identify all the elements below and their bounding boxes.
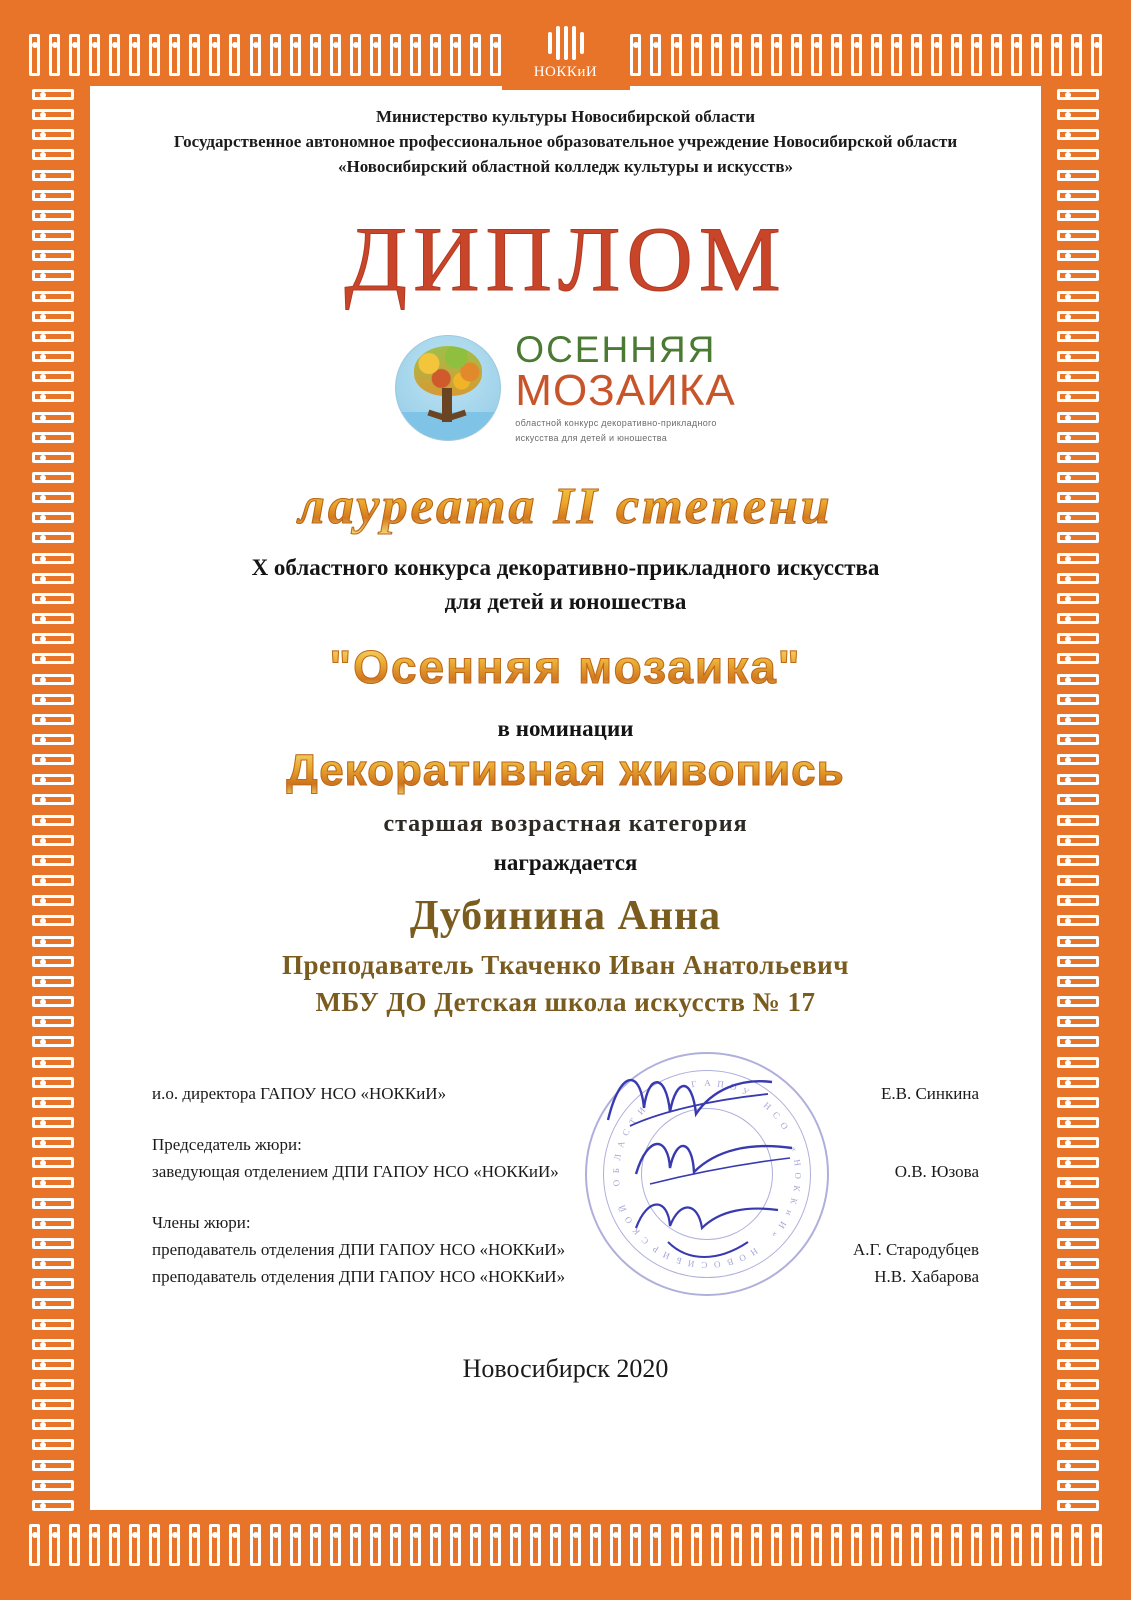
ornament-unit (64, 1522, 84, 1568)
page-title: ДИПЛОМ (344, 208, 787, 310)
ornament-unit (385, 32, 405, 78)
ornament-unit (30, 1455, 76, 1475)
ornament-unit (84, 32, 104, 78)
ornament-unit (44, 32, 64, 78)
ornament-unit (30, 1052, 76, 1072)
ornament-unit (30, 84, 76, 104)
ornament-unit (144, 1522, 164, 1568)
ornament-unit (30, 1253, 76, 1273)
ornament-unit (505, 1522, 525, 1568)
ornament-unit (485, 1522, 505, 1568)
ornament-unit (946, 1522, 966, 1568)
ornament-unit (1055, 527, 1101, 547)
jury-member-1-person: А.Г. Стародубцев (853, 1239, 979, 1259)
stamp-text: Г А П О У Н С О « Н О К К и И » Н О В О С И Б И Р С К О Й О Б Л А С Т И (611, 1077, 804, 1270)
ornament-unit (425, 32, 445, 78)
ornament-unit (30, 1031, 76, 1051)
ornament-unit (405, 1522, 425, 1568)
ornament-unit (686, 32, 706, 78)
ornament-unit (30, 1011, 76, 1031)
ornament-unit (1055, 830, 1101, 850)
diploma-sheet (90, 86, 1041, 1510)
ornament-unit (1026, 1522, 1046, 1568)
ornament-unit (425, 1522, 445, 1568)
ornament-unit (30, 1314, 76, 1334)
ornament-unit (30, 548, 76, 568)
ornament-unit (164, 1522, 184, 1568)
contest-logo (130, 331, 1001, 444)
ornament-unit (30, 890, 76, 910)
ornament-unit (1066, 1522, 1086, 1568)
ornament-unit (1055, 568, 1101, 588)
ornament-unit (30, 971, 76, 991)
border-ornament-right (1049, 84, 1107, 1516)
ornament-unit (30, 124, 76, 144)
ornament-unit (1055, 507, 1101, 527)
tree-icon (395, 335, 501, 441)
ornament-unit (24, 1522, 44, 1568)
ornament-unit (1055, 1193, 1101, 1213)
ornament-unit (30, 729, 76, 749)
ornament-unit (445, 1522, 465, 1568)
ornament-unit (1055, 1233, 1101, 1253)
ornament-unit (30, 527, 76, 547)
ornament-unit (30, 709, 76, 729)
contest-line-1: X областного конкурса декоративно-прикладного искусства (251, 555, 880, 581)
ornament-unit (245, 1522, 265, 1568)
ornament-unit (1055, 165, 1101, 185)
ornament-unit (345, 32, 365, 78)
ornament-unit (1055, 427, 1101, 447)
ornament-unit (525, 1522, 545, 1568)
ornament-unit (1055, 1414, 1101, 1434)
ornament-unit (1046, 1522, 1066, 1568)
nomination-value: Декоративная живопись (130, 746, 1001, 797)
ornament-unit (1055, 588, 1101, 608)
ornament-unit (305, 1522, 325, 1568)
ornament-unit (30, 1213, 76, 1233)
ornament-unit (926, 32, 946, 78)
ornament-unit (605, 1522, 625, 1568)
school-name: МБУ ДО Детская школа искусств № 17 (315, 986, 816, 1017)
ornament-unit (385, 1522, 405, 1568)
ornament-unit (30, 1334, 76, 1354)
college-line: «Новосибирский областной колледж культуры и искусств» (337, 157, 794, 176)
ornament-unit (30, 286, 76, 306)
ornament-unit (966, 1522, 986, 1568)
emblem-label: НОККиИ (533, 64, 598, 80)
ornament-unit (465, 1522, 485, 1568)
winner-name: Дубинина Анна (409, 892, 722, 939)
ornament-unit (30, 245, 76, 265)
contest-line-2: для детей и юношества (444, 589, 687, 615)
signature-row-jury-member-2 (152, 1263, 979, 1290)
ornament-unit (305, 32, 325, 78)
ornament-unit (1055, 1334, 1101, 1354)
ornament-unit (325, 32, 345, 78)
ornament-unit (1055, 286, 1101, 306)
ornament-unit (1055, 1092, 1101, 1112)
ornament-unit (645, 32, 665, 78)
signatures-block (130, 1077, 1001, 1290)
ornament-unit (1055, 669, 1101, 689)
ornament-unit (1086, 32, 1106, 78)
ornament-unit (1055, 265, 1101, 285)
ornament-unit (1055, 910, 1101, 930)
ornament-unit (1055, 931, 1101, 951)
ornament-unit (1055, 850, 1101, 870)
ornament-unit (365, 32, 385, 78)
ornament-unit (124, 32, 144, 78)
ornament-unit (1055, 1293, 1101, 1313)
ornament-unit (1055, 628, 1101, 648)
ornament-unit (666, 32, 686, 78)
jury-members-heading: Члены жюри: (152, 1212, 251, 1232)
ornament-unit (30, 669, 76, 689)
ornament-unit (30, 1394, 76, 1414)
logo-subtitle-line2: искусства для детей и юношества (515, 433, 668, 444)
ornament-unit (30, 165, 76, 185)
ornament-unit (806, 32, 826, 78)
ornament-unit (30, 185, 76, 205)
ornament-unit (124, 1522, 144, 1568)
ornament-unit (30, 910, 76, 930)
director-person: Е.В. Синкина (880, 1083, 979, 1103)
age-category: старшая возрастная категория (383, 810, 748, 837)
ornament-unit (1055, 306, 1101, 326)
ornament-unit (30, 588, 76, 608)
ornament-unit (1055, 84, 1101, 104)
ornament-unit (1055, 487, 1101, 507)
ornament-unit (906, 32, 926, 78)
ornament-unit (224, 1522, 244, 1568)
ornament-unit (30, 951, 76, 971)
jury-chair-heading: Председатель жюри: (152, 1134, 302, 1154)
ornament-unit (966, 32, 986, 78)
ornament-unit (1055, 1011, 1101, 1031)
ornament-unit (1055, 870, 1101, 890)
ornament-unit (846, 32, 866, 78)
jury-member-2-role: преподаватель отделения ДПИ ГАПОУ НСО «НОККиИ» (152, 1266, 566, 1286)
ornament-unit (1055, 245, 1101, 265)
ornament-unit (30, 144, 76, 164)
ornament-unit (144, 32, 164, 78)
ornament-unit (986, 32, 1006, 78)
ornament-unit (1055, 1112, 1101, 1132)
ornament-unit (30, 1072, 76, 1092)
ornament-unit (1055, 1314, 1101, 1334)
ornament-unit (766, 32, 786, 78)
ornament-unit (1055, 346, 1101, 366)
ornament-unit (1055, 407, 1101, 427)
ornament-unit (666, 1522, 686, 1568)
ornament-unit (1046, 32, 1066, 78)
ornament-unit (1055, 749, 1101, 769)
ornament-unit (204, 1522, 224, 1568)
ornament-unit (64, 32, 84, 78)
logo-word-autumn: ОСЕННЯЯ (515, 329, 717, 370)
ornament-unit (1086, 1522, 1106, 1568)
ornament-unit (1055, 769, 1101, 789)
ornament-unit (30, 265, 76, 285)
logo-subtitle-line1: областной конкурс декоративно-прикладного (515, 418, 717, 429)
ornament-unit (30, 467, 76, 487)
ornament-unit (1026, 32, 1046, 78)
ornament-unit (1055, 1132, 1101, 1152)
ornament-unit (1055, 185, 1101, 205)
ornament-unit (104, 32, 124, 78)
ornament-unit (1055, 1394, 1101, 1414)
ornament-unit (826, 1522, 846, 1568)
ornament-unit (946, 32, 966, 78)
ornament-unit (1055, 1031, 1101, 1051)
ornament-unit (1055, 709, 1101, 729)
ornament-unit (1055, 971, 1101, 991)
ornament-unit (30, 1152, 76, 1172)
ornament-unit (926, 1522, 946, 1568)
ornament-unit (30, 427, 76, 447)
ornament-unit (866, 32, 886, 78)
ornament-unit (30, 487, 76, 507)
ornament-unit (30, 386, 76, 406)
ornament-unit (1055, 548, 1101, 568)
director-role: и.о. директора ГАПОУ НСО «НОККиИ» (152, 1083, 447, 1103)
signature-row-jury-member-1 (152, 1236, 979, 1263)
ornament-unit (405, 32, 425, 78)
ornament-unit (786, 32, 806, 78)
ornament-unit (706, 1522, 726, 1568)
ornament-unit (906, 1522, 926, 1568)
ornament-unit (1055, 467, 1101, 487)
ornament-unit (30, 1495, 76, 1515)
ornament-unit (44, 1522, 64, 1568)
ornament-unit (30, 991, 76, 1011)
ornament-unit (1055, 225, 1101, 245)
ornament-unit (1055, 1455, 1101, 1475)
ornament-unit (30, 1132, 76, 1152)
ornament-unit (265, 1522, 285, 1568)
border-ornament-left (24, 84, 82, 1516)
ornament-unit (245, 32, 265, 78)
ornament-unit (265, 32, 285, 78)
ornament-unit (1055, 890, 1101, 910)
ornament-unit (325, 1522, 345, 1568)
border-ornament-bottom (24, 1516, 1107, 1574)
ornament-unit (30, 205, 76, 225)
ornament-unit (625, 1522, 645, 1568)
ornament-unit (30, 1193, 76, 1213)
institution-line: Государственное автономное профессиональное образовательное учреждение Новосибирской области (173, 132, 958, 151)
ornament-unit (30, 507, 76, 527)
jury-chair-role: заведующая отделением ДПИ ГАПОУ НСО «НОККиИ» (152, 1161, 559, 1181)
ornament-unit (30, 769, 76, 789)
ornament-unit (30, 870, 76, 890)
ornament-unit (30, 1475, 76, 1495)
ornament-unit (1055, 951, 1101, 971)
ornament-unit (1006, 32, 1026, 78)
ornament-unit (104, 1522, 124, 1568)
ornament-unit (30, 1112, 76, 1132)
signature-row-director (152, 1080, 979, 1107)
ornament-unit (565, 1522, 585, 1568)
ornament-unit (204, 32, 224, 78)
ornament-unit (1055, 648, 1101, 668)
ornament-unit (30, 1273, 76, 1293)
ornament-unit (806, 1522, 826, 1568)
ornament-unit (1055, 1072, 1101, 1092)
ornament-unit (30, 648, 76, 668)
ornament-unit (1066, 32, 1086, 78)
jury-chair-person: О.В. Юзова (894, 1161, 979, 1181)
ornament-unit (30, 830, 76, 850)
ornament-unit (746, 32, 766, 78)
ornament-unit (1055, 1213, 1101, 1233)
ornament-unit (365, 1522, 385, 1568)
ornament-unit (30, 1374, 76, 1394)
ornament-unit (826, 32, 846, 78)
nomination-label: в номинации (497, 716, 634, 742)
ornament-unit (1055, 1152, 1101, 1172)
ornament-unit (30, 608, 76, 628)
ornament-unit (465, 32, 485, 78)
ornament-unit (30, 568, 76, 588)
emblem-bars-icon (548, 26, 584, 60)
ornament-unit (30, 749, 76, 769)
ornament-unit (184, 1522, 204, 1568)
ornament-unit (886, 32, 906, 78)
ornament-unit (1055, 1475, 1101, 1495)
logo-word-mosaic: МОЗАИКА (515, 366, 736, 415)
ornament-unit (30, 689, 76, 709)
ornament-unit (545, 1522, 565, 1568)
ornament-unit (285, 1522, 305, 1568)
ornament-unit (30, 810, 76, 830)
ornament-unit (1055, 1273, 1101, 1293)
ornament-unit (30, 407, 76, 427)
ornament-unit (30, 1233, 76, 1253)
ornament-unit (164, 32, 184, 78)
jury-member-1-role: преподаватель отделения ДПИ ГАПОУ НСО «НОККиИ» (152, 1239, 566, 1259)
ornament-unit (1055, 729, 1101, 749)
ornament-unit (224, 32, 244, 78)
ornament-unit (30, 104, 76, 124)
ornament-unit (585, 1522, 605, 1568)
ornament-unit (645, 1522, 665, 1568)
ornament-unit (1055, 810, 1101, 830)
ornament-unit (1055, 144, 1101, 164)
teacher-name: Преподаватель Ткаченко Иван Анатольевич (282, 949, 849, 980)
ornament-unit (184, 32, 204, 78)
ornament-unit (30, 306, 76, 326)
ornament-unit (1055, 1434, 1101, 1454)
ministry-line: Министерство культуры Новосибирской области (375, 107, 756, 126)
ornament-unit (1055, 1495, 1101, 1515)
ornament-unit (30, 1172, 76, 1192)
city-year: Новосибирск 2020 (462, 1353, 669, 1383)
ornament-unit (24, 32, 44, 78)
ornament-unit (1055, 1374, 1101, 1394)
ornament-unit (84, 1522, 104, 1568)
ornament-unit (686, 1522, 706, 1568)
ornament-unit (1055, 608, 1101, 628)
ornament-unit (1055, 104, 1101, 124)
ornament-unit (886, 1522, 906, 1568)
ornament-unit (1055, 1253, 1101, 1273)
ornament-unit (30, 225, 76, 245)
awarded-label: награждается (493, 849, 638, 875)
ornament-unit (30, 931, 76, 951)
ornament-unit (746, 1522, 766, 1568)
ornament-unit (30, 1293, 76, 1313)
ornament-unit (1055, 1172, 1101, 1192)
ornament-unit (726, 32, 746, 78)
ornament-unit (30, 326, 76, 346)
ornament-unit (1055, 205, 1101, 225)
ornament-unit (986, 1522, 1006, 1568)
ornament-unit (1055, 366, 1101, 386)
ornament-unit (30, 1092, 76, 1112)
ornament-unit (30, 850, 76, 870)
ornament-unit (1055, 1354, 1101, 1374)
college-emblem (502, 20, 630, 90)
ornament-unit (1055, 386, 1101, 406)
ornament-unit (285, 32, 305, 78)
ornament-unit (1055, 124, 1101, 144)
ornament-unit (30, 1354, 76, 1374)
ornament-unit (30, 1434, 76, 1454)
ornament-unit (1055, 991, 1101, 1011)
ornament-unit (786, 1522, 806, 1568)
ornament-unit (766, 1522, 786, 1568)
ornament-unit (30, 346, 76, 366)
ornament-unit (30, 447, 76, 467)
ornament-unit (1055, 789, 1101, 809)
ornament-unit (1055, 326, 1101, 346)
ornament-unit (30, 1414, 76, 1434)
ornament-unit (30, 366, 76, 386)
signature-row-jury-chair (152, 1158, 979, 1185)
ornament-unit (1006, 1522, 1026, 1568)
ornament-unit (1055, 447, 1101, 467)
ornament-unit (726, 1522, 746, 1568)
ornament-unit (1055, 689, 1101, 709)
ornament-unit (30, 628, 76, 648)
ornament-unit (345, 1522, 365, 1568)
ornament-unit (846, 1522, 866, 1568)
ornament-unit (1055, 1052, 1101, 1072)
contest-name: "Осенняя мозаика" (130, 641, 1001, 694)
award-degree: лауреата II степени (130, 478, 1001, 535)
ornament-unit (30, 789, 76, 809)
ornament-unit (866, 1522, 886, 1568)
jury-member-2-person: Н.В. Хабарова (874, 1266, 979, 1286)
ornament-unit (706, 32, 726, 78)
ornament-unit (445, 32, 465, 78)
